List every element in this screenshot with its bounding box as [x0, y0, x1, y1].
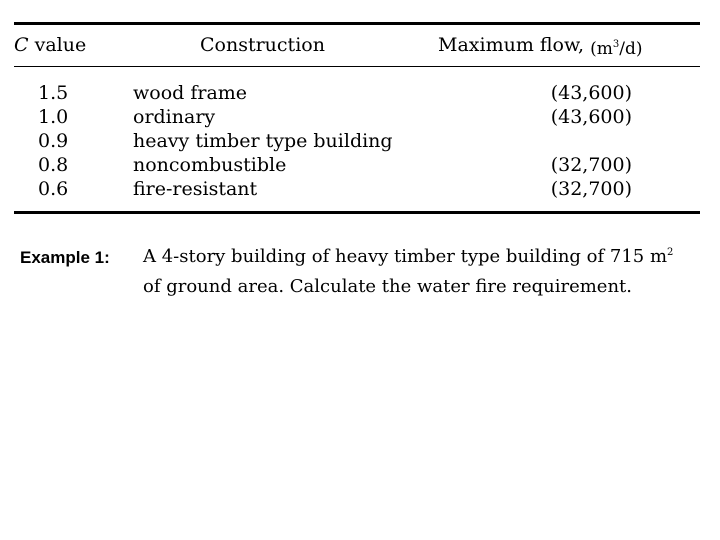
table-cell-c: 1.5 [38, 82, 69, 104]
table-cell-c: 0.6 [38, 178, 69, 200]
unit-open: (m [590, 39, 613, 59]
example-line-1-text: A 4-story building of heavy timber type building of 715 m [143, 246, 668, 267]
example-line-2: of ground area. Calculate the water fire requirement. [143, 276, 632, 297]
unit-close: /d) [619, 39, 643, 59]
header-c-value [14, 36, 86, 55]
table-cell-construction: ordinary [133, 106, 216, 128]
table-cell-flow: (32,700) [550, 178, 632, 200]
header-c-letter: C [14, 34, 29, 56]
example-text [143, 242, 698, 302]
table-cell-construction: fire-resistant [133, 178, 258, 200]
table-cell-c: 0.8 [38, 154, 69, 176]
table-bottom-rule [14, 211, 700, 214]
header-construction: Construction [200, 34, 325, 56]
table-cell-construction: wood frame [133, 82, 248, 104]
header-flow-label: Maximum flow, [438, 34, 585, 56]
table-cell-construction: noncombustible [133, 154, 287, 176]
table-cell-c: 0.9 [38, 130, 69, 152]
example-label: Example 1: [20, 248, 110, 267]
area-unit-superscript: 2 [667, 247, 674, 258]
unit-superscript: 3 [612, 39, 620, 50]
table-cell-flow: (32,700) [550, 154, 632, 176]
header-maximum-flow [438, 34, 643, 59]
example-line-1 [143, 242, 698, 272]
header-flow-unit [590, 39, 642, 59]
table-cell-flow: (43,600) [550, 106, 632, 128]
table-cell-c: 1.0 [38, 106, 69, 128]
table-header-rule [14, 66, 700, 67]
header-c-rest: value [28, 34, 87, 56]
table-cell-flow: (43,600) [550, 82, 632, 104]
table-cell-construction: heavy timber type building [133, 130, 393, 152]
table-top-rule [14, 22, 700, 25]
